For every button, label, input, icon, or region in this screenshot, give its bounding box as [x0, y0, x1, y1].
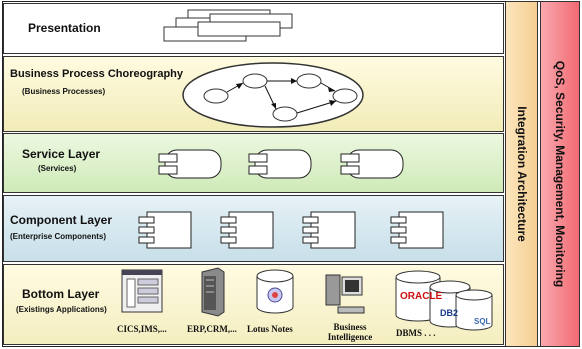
sql-logo: SQL: [474, 317, 491, 326]
component-icon: [139, 212, 191, 248]
component-icon: [303, 212, 355, 248]
component-subtitle: (Enterprise Components): [10, 232, 107, 241]
service-icon: [249, 150, 311, 178]
bottom-title: Bottom Layer: [22, 287, 100, 301]
presentation-title: Presentation: [28, 21, 101, 35]
presentation-layer: [3, 3, 504, 54]
bpc-title: Business Process Choreography: [10, 68, 184, 80]
qos-label: QoS, Security, Management, Monitoring: [553, 60, 567, 288]
lotus-notes-db-icon: [255, 269, 295, 315]
dbms-label: DBMS . . .: [396, 328, 436, 338]
lotus-notes-label: Lotus Notes: [247, 324, 293, 334]
server-icon: [196, 268, 226, 316]
component-icon: [221, 212, 273, 248]
mainframe-window-icon: [121, 269, 165, 315]
integration-architecture-label: Integration Architecture: [514, 106, 529, 242]
erp-label: ERP,CRM,...: [187, 324, 237, 334]
bottom-layer: [3, 264, 504, 345]
oracle-logo: ORACLE: [400, 291, 443, 302]
bi-label: Business Intelligence: [327, 322, 373, 342]
service-title: Service Layer: [22, 147, 101, 161]
cics-label: CICS,IMS,...: [117, 324, 167, 334]
component-icon: [391, 212, 443, 248]
component-layer: [3, 195, 504, 262]
service-icons: [157, 144, 417, 184]
presentation-windows-icon: [164, 8, 304, 48]
component-icons: [137, 208, 467, 254]
service-icon: [159, 150, 221, 178]
qos-bar: [540, 1, 580, 347]
db2-logo: DB2: [440, 308, 459, 318]
integration-architecture-bar: [505, 1, 538, 347]
component-title: Component Layer: [10, 213, 113, 227]
service-subtitle: (Services): [38, 164, 77, 173]
bpc-subtitle: (Business Processes): [22, 87, 106, 96]
workstation-icon: [324, 273, 364, 319]
service-icon: [341, 150, 403, 178]
service-layer: [3, 133, 504, 193]
bottom-subtitle: (Existings Applications): [16, 305, 107, 314]
process-flow-diagram: [181, 61, 381, 129]
business-process-layer: [3, 56, 504, 132]
